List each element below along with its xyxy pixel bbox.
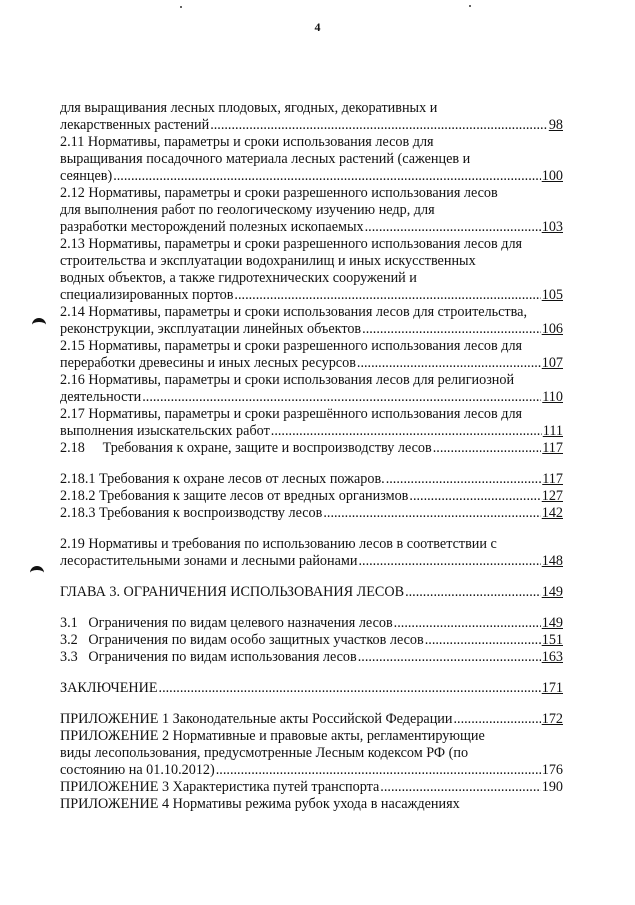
toc-page-number: 171	[541, 680, 563, 696]
toc-page-number: 98	[548, 117, 563, 133]
toc-entry: состоянию на 01.10.2012) ..... 176	[60, 762, 563, 779]
toc-line: 2.14 Нормативы, параметры и сроки использования лесов для строительства,	[60, 304, 527, 320]
toc-entry: ГЛАВА 3. ОГРАНИЧЕНИЯ ИСПОЛЬЗОВАНИЯ ЛЕСОВ ..... 149	[60, 584, 563, 601]
toc-page-number: 142	[541, 505, 563, 521]
toc-entry: сеянцев) ..... 100	[60, 168, 563, 185]
margin-mark	[32, 318, 46, 329]
toc-entry: лесорастительными зонами и лесными районами ..... 148	[60, 553, 563, 570]
page-number: 4	[314, 20, 321, 34]
toc-page-number: 172	[541, 711, 563, 727]
toc-entry: 2.18.2 Требования к защите лесов от вредных организмов ..... 127	[60, 488, 563, 505]
toc-entry: разработки месторождений полезных ископаемых ..... 103	[60, 219, 563, 236]
toc-line: 2.17 Нормативы, параметры и сроки разрешённого использования лесов для	[60, 406, 523, 422]
toc-entry: специализированных портов ..... 105	[60, 287, 563, 304]
toc-entry: 2.18.1 Требования к охране лесов от лесных пожаров. ..... 117	[60, 471, 563, 488]
toc-line: для выращивания лесных плодовых, ягодных, декоративных и	[60, 100, 438, 116]
toc-page-number: 107	[541, 355, 563, 371]
scan-speck	[180, 6, 182, 8]
toc-line: ПРИЛОЖЕНИЕ 4 Нормативы режима рубок ухода в насаждениях	[60, 796, 460, 812]
toc-page-number: 117	[542, 471, 563, 487]
toc-line: водных объектов, а также гидротехнических сооружений и	[60, 270, 417, 286]
toc-entry: 2.18 Требования к охране, защите и воспроизводству лесов ..... 117	[60, 440, 563, 457]
scan-speck	[469, 5, 471, 7]
toc-page-number: 149	[541, 615, 563, 631]
margin-mark	[30, 566, 44, 577]
toc-line: 2.19 Нормативы и требования по использованию лесов в соответствии с	[60, 536, 497, 552]
toc-page-number: 100	[541, 168, 563, 184]
toc-entry: 3.2 Ограничения по видам особо защитных участков лесов ..... 151	[60, 632, 563, 649]
toc-entry: ПРИЛОЖЕНИЕ 1 Законодательные акты Российской Федерации ..... 172	[60, 711, 563, 728]
toc-line: 2.16 Нормативы, параметры и сроки использования лесов для религиозной	[60, 372, 515, 388]
toc-line: 2.15 Нормативы, параметры и сроки разрешенного использования лесов для	[60, 338, 523, 354]
toc-line: виды лесопользования, предусмотренные Лесным кодексом РФ (по	[60, 745, 469, 761]
toc-entry: 3.1 Ограничения по видам целевого назначения лесов ..... 149	[60, 615, 563, 632]
toc-page-number: 117	[542, 440, 563, 456]
toc-page-number: 105	[541, 287, 563, 303]
toc-entry: реконструкции, эксплуатации линейных объектов ..... 106	[60, 321, 563, 338]
toc-entry: деятельности ..... 110	[60, 389, 563, 406]
toc-entry: выполнения изыскательских работ ..... 111	[60, 423, 563, 440]
toc-entry: 3.3 Ограничения по видам использования лесов ..... 163	[60, 649, 563, 666]
toc-page-number: 111	[542, 423, 563, 439]
toc-line: 2.13 Нормативы, параметры и сроки разрешенного использования лесов для	[60, 236, 523, 252]
toc-page-number: 149	[541, 584, 563, 600]
toc-page-number: 190	[541, 779, 563, 795]
toc-page-number: 151	[541, 632, 563, 648]
toc-line: выращивания посадочного материала лесных растений (саженцев и	[60, 151, 471, 167]
toc-page-number: 163	[541, 649, 563, 665]
toc-entry: ПРИЛОЖЕНИЕ 3 Характеристика путей транспорта ..... 190	[60, 779, 563, 796]
toc-line: для выполнения работ по геологическому изучению недр, для	[60, 202, 435, 218]
toc-entry: переработки древесины и иных лесных ресурсов ..... 107	[60, 355, 563, 372]
toc-page-number: 148	[541, 553, 563, 569]
toc-page-number: 106	[541, 321, 563, 337]
toc-entry: 2.18.3 Требования к воспроизводству лесов ..... 142	[60, 505, 563, 522]
toc-page-number: 176	[541, 762, 563, 778]
toc-page-number: 110	[542, 389, 563, 405]
toc-line: 2.11 Нормативы, параметры и сроки использования лесов для	[60, 134, 434, 150]
toc-page-number: 103	[541, 219, 563, 235]
toc-entry: лекарственных растений ..... 98	[60, 117, 563, 134]
toc-line: строительства и эксплуатации водохранилищ и иных искусственных	[60, 253, 476, 269]
toc-line: 2.12 Нормативы, параметры и сроки разрешенного использования лесов	[60, 185, 498, 201]
toc-line: ПРИЛОЖЕНИЕ 2 Нормативные и правовые акты, регламентирующие	[60, 728, 485, 744]
toc-page-number: 127	[541, 488, 563, 504]
toc-entry: ЗАКЛЮЧЕНИЕ ..... 171	[60, 680, 563, 697]
